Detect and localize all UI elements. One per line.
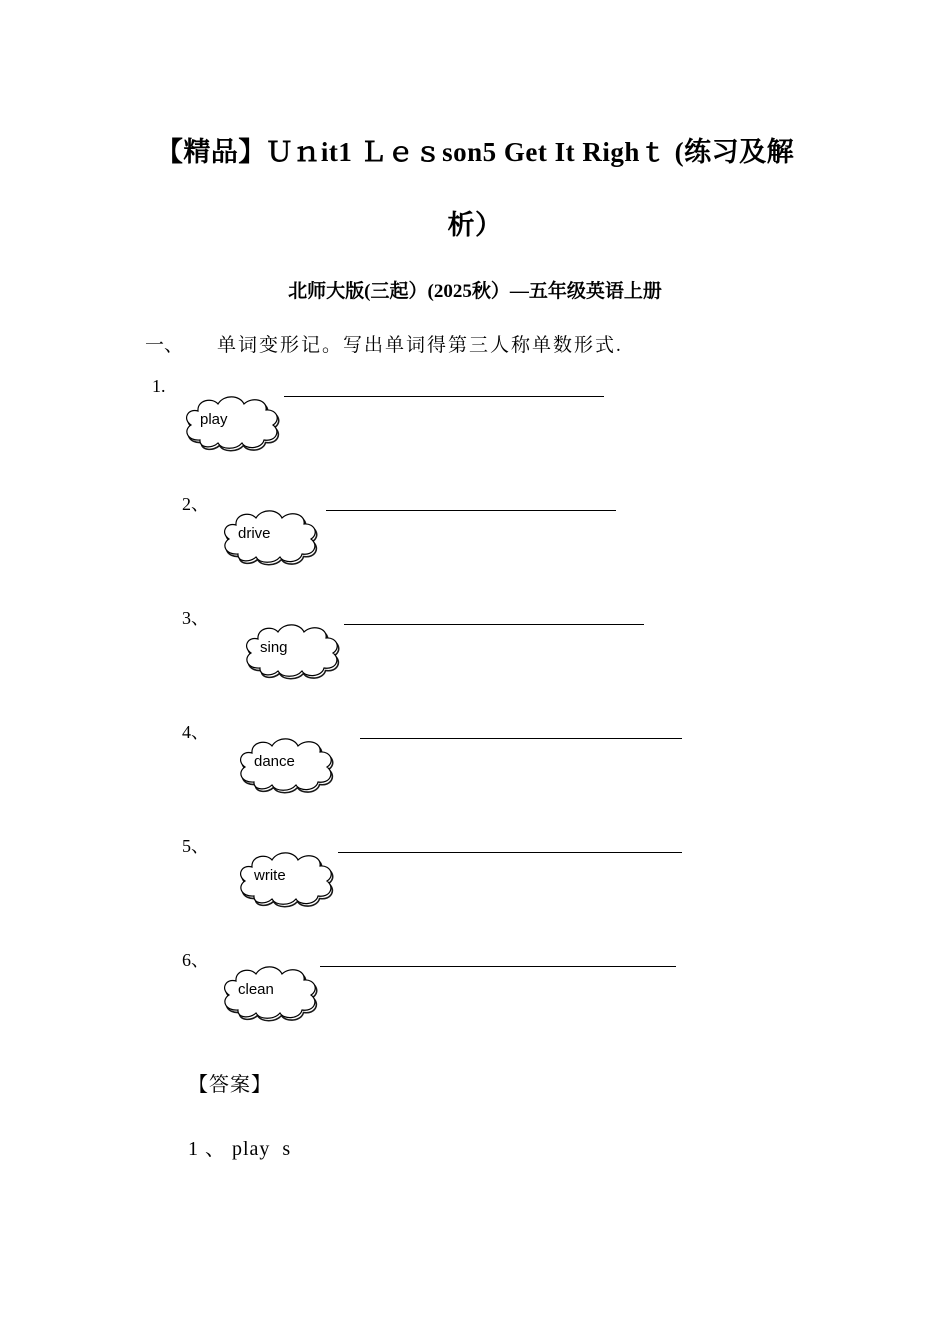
cloud-word: dance: [254, 753, 295, 770]
cloud-word: sing: [260, 639, 288, 656]
cloud-word: write: [254, 867, 286, 884]
question-number: 4、: [182, 722, 209, 742]
document-title-continued: 析）: [447, 210, 503, 240]
document-subtitle: 北师大版(三起）(2025秋）—五年级英语上册: [288, 281, 662, 302]
section-instruction: 单词变形记。写出单词得第三人称单数形式.: [217, 335, 623, 356]
document-title: 【精品】Ｕｎit1 Ｌｅｓson5 Get It Righｔ (练习及解: [155, 137, 795, 167]
question-number: 3、: [182, 608, 209, 628]
word-cloud: [242, 620, 342, 680]
section-heading: [145, 330, 623, 357]
word-cloud: [220, 506, 320, 566]
answer-item: 1 、 play s: [188, 1138, 292, 1160]
word-cloud: [236, 734, 336, 794]
question-number: 2、: [182, 494, 209, 514]
question-number: 6、: [182, 950, 209, 970]
answer-blank[interactable]: [284, 396, 604, 397]
answer-blank[interactable]: [326, 510, 616, 511]
word-cloud: [220, 962, 320, 1022]
question-number: 5、: [182, 836, 209, 856]
section-number: 一、: [145, 335, 184, 356]
cloud-word: play: [200, 411, 228, 428]
cloud-word: clean: [238, 981, 274, 998]
answer-blank[interactable]: [338, 852, 682, 853]
question-number: 1.: [152, 376, 166, 396]
answer-blank[interactable]: [320, 966, 676, 967]
answer-blank[interactable]: [344, 624, 644, 625]
answer-blank[interactable]: [360, 738, 682, 739]
answer-heading: 【答案】: [188, 1074, 272, 1096]
cloud-word: drive: [238, 525, 271, 542]
word-cloud: [236, 848, 336, 908]
word-cloud: [182, 392, 282, 452]
